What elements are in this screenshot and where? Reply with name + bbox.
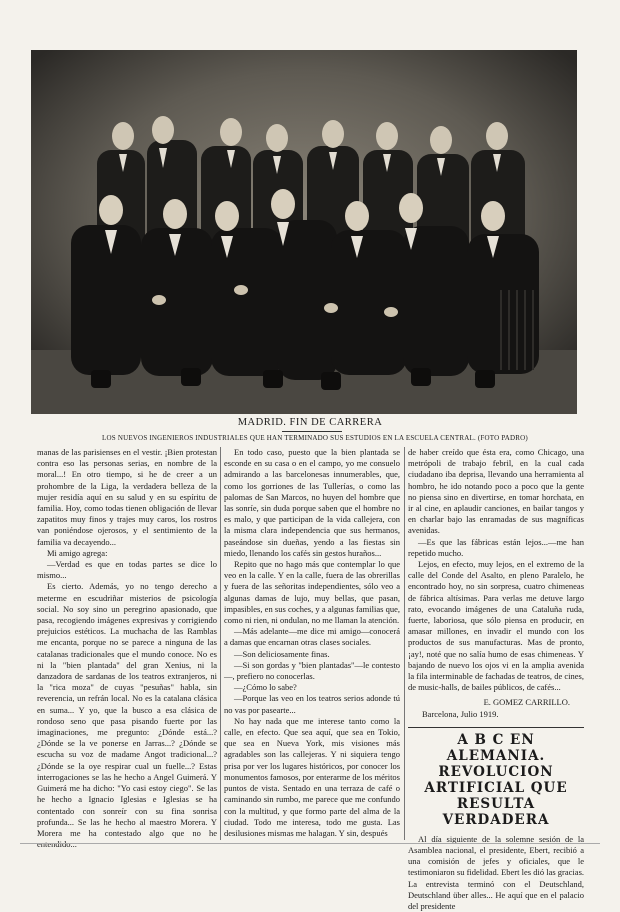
article-author: E. GOMEZ CARRILLO. <box>483 697 570 708</box>
paragraph: Al día siguiente de la solemne sesión de la Asamblea nacional, el presidente, Ebert, recibió a una comisión de jefes y oficiales, que le testimoniaron su fidelidad. Ebert les dió las gracias. La entrevista terminó con el Deutschland, Deutschland über alles... He aquí que en el palacio del presidente <box>408 833 584 912</box>
paragraph: Lejos, en efecto, muy lejos, en el extremo de la calle del Conde del Asalto, en pleno Paralelo, he encontrado hoy, no sin sorpresa, cuatro chimeneas de fábrica altísimas. Para verlas me detuve largo rato, evocando imágenes de una Cataluña ruda, fuerte, laboriosa, que sólo piensa en producir, en amasar millones, en invadir el mundo con los productos de sus manufacturas. Mas de pronto, ¡ay!, noté que no salía humo de esas chimeneas. Y bajando de nuevo los ojos vi en la amplia avenida la fila interminable de fachadas de teatros, de cines, de music-halls, de bailes públicos, de cafés... <box>408 559 584 693</box>
paragraph: —Es que las fábricas están lejos...—me han repetido mucho. <box>408 536 584 558</box>
caption-rule <box>282 431 342 432</box>
paragraph: —Más adelante—me dice mi amigo—conocerá a damas que encarnan otras clases sociales. <box>224 626 400 648</box>
paragraph: Es cierto. Además, yo no tengo derecho a meterme en escudriñar misterios de psicología social. No soy sino un peregrino apasionado, que pasa, recogiendo imágenes expresivas y corrigiendo prejuicios estéticos. La muchacha de las Ramblas me encanta, porque no se parece a ninguna de las catalanas tradicionales que el mundo conoce. No es ni la "bien plantada" del gran Xenius, ni la danzadora de sardanas de los teatros extranjeros, ni la "rica moza" de cuyas "pesuñas" habla, sin reverencia, un refrán local. No es la catalana clásica en suma... Y yo, que la busco a esa clásica de rondoso seno que pasa pisando fuerte por las imaginaciones, me pregunto: ¿Dónde está...? ¿Dónde se la ve ponerse en Jarras...? ¿Dónde se escucha su voz de madame Angot tradicional...? ¿Dónde se la oye respirar cual un fuelle...? Estas interrogaciones se las he hecho a Angel Guimerá. Y Guimerá me ha dicho: "Yo casi estoy ciego". Se las he hecho a Ignacio Iglesias e Iglesias se ha contentado con sonreír con su fina sonrisa profunda... Se las he hecho al maestro Morera. Y Morera me ha contestado algo que no he entendido... <box>37 581 217 850</box>
article-column-1 <box>37 447 217 850</box>
paragraph: Repito que no hago más que contemplar lo que veo en la calle. Y en la calle, fuera de las obrerillas y fuera de las señoritas independientes, sólo veo a algunas damas de lujo, muy bellas, que pasan, impasibles, en sus coches, y a algunas familias que, como ni rien, ni ondulan, no me llaman la atención. <box>224 559 400 626</box>
paragraph: —Porque las veo en los teatros serios adonde tú no vas por pasearte... <box>224 693 400 715</box>
paragraph: manas de las parisienses en el vestir. ¡Bien protestan contra eso las personas serias, en nombre de la moral...! En otro tiempo, si he de creer a un prohombre de la Liga, la verdadera belleza de la mujer residía aquí en su salud y en su espíritu de familia. Hoy, como todas tienen obligación de llevar zapatitos muy finos y trajes muy caros, los rostros van poniéndose ojerosos, y el sentimiento de la familia va decayendo... <box>37 447 217 547</box>
second-article-headline: A B C EN ALEMANIA. REVOLUCION ARTIFICIAL QUE RESULTA VERDADERA <box>424 731 568 828</box>
paragraph: Mi amigo agrega: <box>47 547 108 558</box>
paragraph: —¿Cómo lo sabe? <box>234 682 297 693</box>
paragraph: —Si son gordas y "bien plantadas"—le contesto—, prefiero no conocerlas. <box>224 659 400 682</box>
paragraph: —Verdad es que en todas partes se dice lo mismo... <box>37 559 217 581</box>
column-divider <box>404 447 405 840</box>
article-signature <box>408 697 584 719</box>
column-divider <box>220 447 221 840</box>
article-column-3 <box>408 447 584 912</box>
group-photo-image <box>31 50 577 414</box>
photo-caption-subtitle: LOS NUEVOS INGENIEROS INDUSTRIALES QUE HAN TERMINADO SUS ESTUDIOS EN LA ESCUELA CENTRAL. (FOTO PADRO) <box>102 434 528 442</box>
article-column-2 <box>224 447 400 842</box>
group-photo <box>31 50 577 414</box>
photo-caption-title: MADRID. FIN DE CARRERA <box>237 417 383 428</box>
paragraph: No hay nada que me interese tanto como la calle, en efecto. Que sea aquí, que sea en Tokio, que sea en Nueva York, mis visiones más agradables son las callejeras. Y ni siquiera tengo prisa por ver los lugares históricos, por conocer los monumentos famosos, por enterarme de los méritos puntos de vista. Sentado en una terraza de café o caminando sin rumbo, me parece que me confundo con la multitud, y que formo parte del alma de la ciudad. Todo me interesa, todo me gusta. Las desilusiones mismas me halagan. Y sin, después <box>224 715 400 838</box>
page-bottom-edge <box>20 843 600 844</box>
article-dateline: Barcelona, Julio 1919. <box>422 708 499 719</box>
paragraph: En todo caso, puesto que la bien plantada se esconde en su casa o en el campo, yo me consuelo admirando a las barcelonesas innumerables, que, como los gorriones de las Tullerías, o como las palomas de San Marcos, no huyen del hombre que las sonríe, sin duda porque saben que el hombre no es malo, y que participan de la vida callejera, con la misma clara independencia que sus hermanos, paseándose sin dueñas, yendo a las fiestas sin miedo, llenando los cafés sin gestos huraños... <box>224 447 400 558</box>
section-rule <box>408 727 584 728</box>
paragraph: de haber creído que ésta era, como Chicago, una metrópoli de trabajo febril, en la cual cada ciudadano iba deprisa, llevando una herramienta al hombro, he ido notando poco a poco que la gente no piensa sino en divertirse, en tomar horchata, en ir al cine, en aplaudir canciones, en bailar tangos y en charlar bajo las enramadas de sus magníficas avenidas. <box>408 447 584 536</box>
paragraph: —Son deliciosamente finas. <box>234 648 330 659</box>
